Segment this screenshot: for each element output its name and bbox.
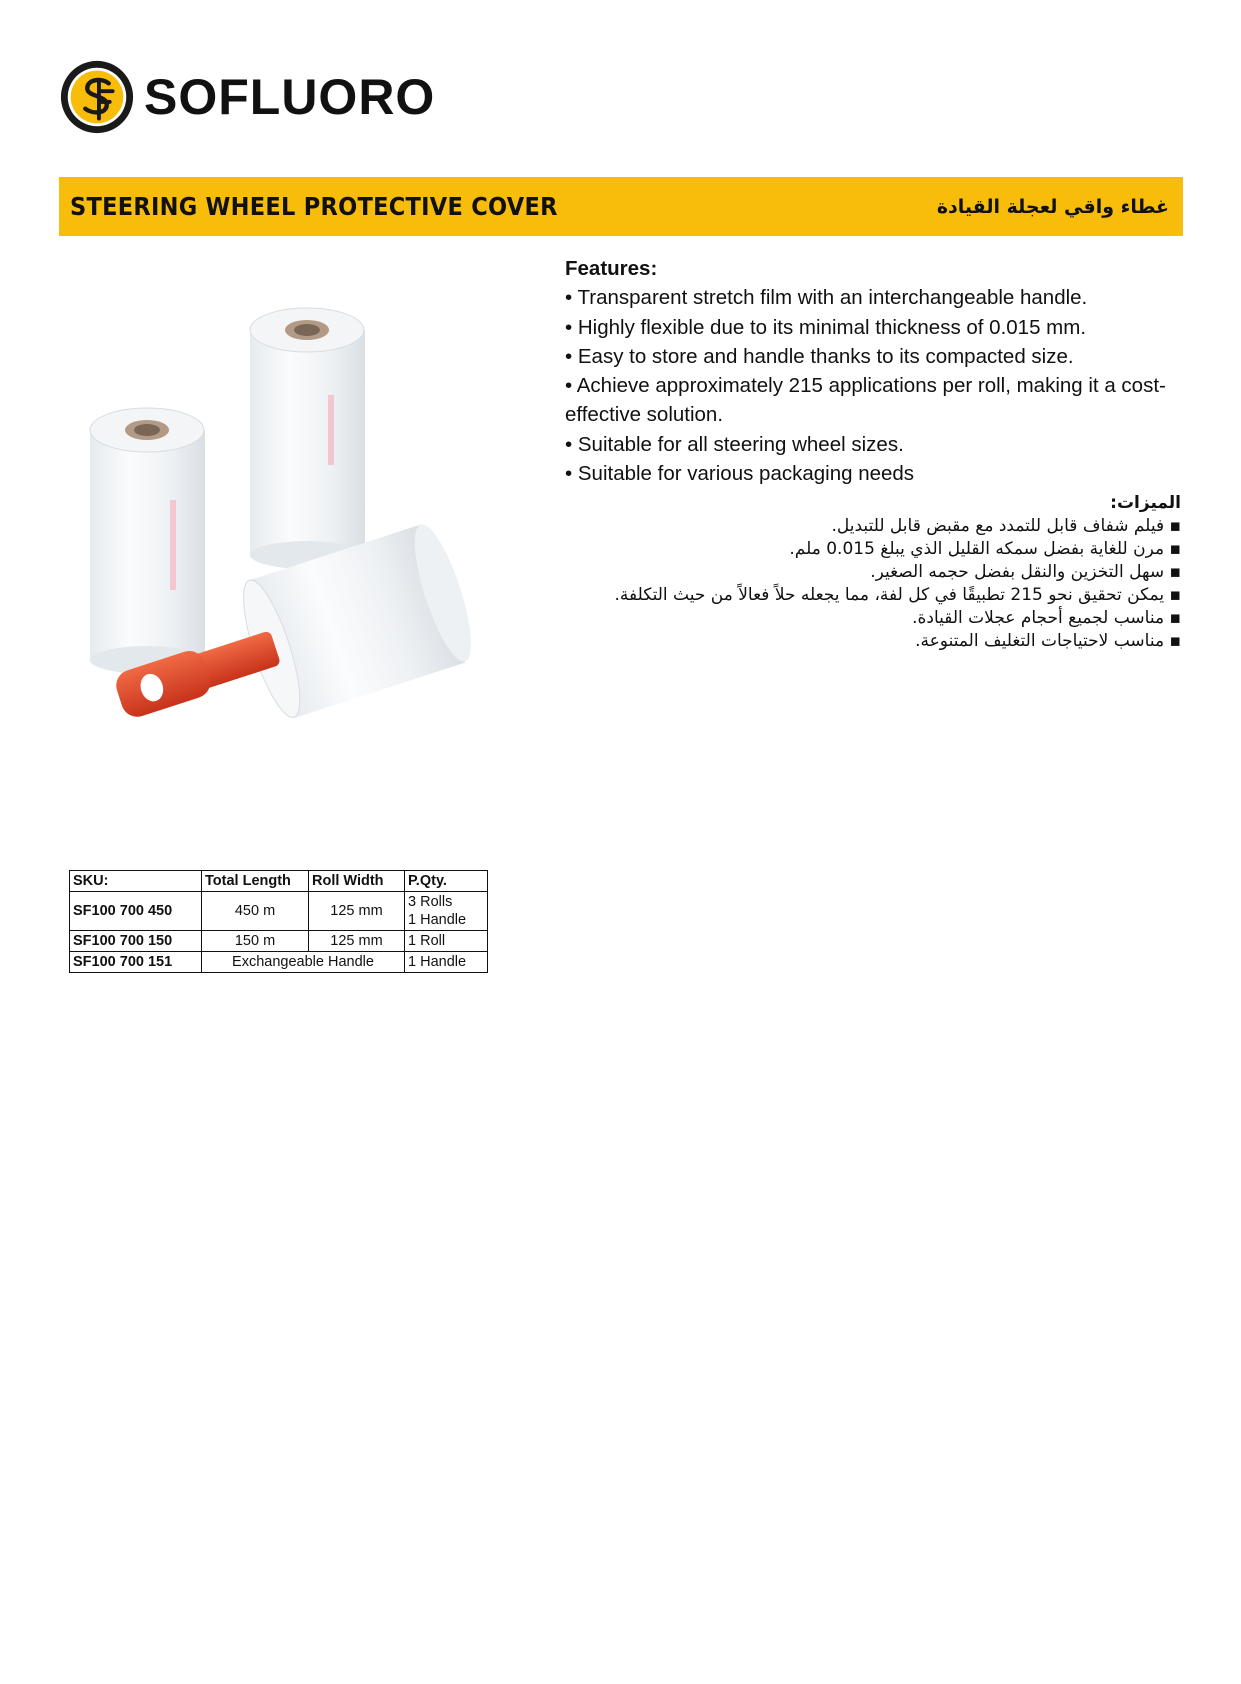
feature-item: • Suitable for various packaging needs [565, 462, 915, 486]
feature-item: • Transparent stretch film with an interchangeable handle. [565, 286, 1088, 310]
sku-cell: SF100 700 450 [70, 892, 202, 931]
length-cell: 450 m [202, 892, 309, 931]
feature-item: • Easy to store and handle thanks to its compacted size. [565, 344, 1074, 368]
features-heading-arabic: الميزات: [1110, 493, 1181, 513]
film-roll-left [90, 408, 205, 674]
brand-name: SOFLUORO [144, 69, 436, 125]
qty-cell [405, 892, 488, 931]
qty-cell: 1 Roll [405, 931, 488, 952]
sf-logo-icon [58, 58, 136, 136]
qty-cell: 1 Handle [405, 952, 488, 973]
features-heading: Features: [565, 257, 658, 280]
feature-item-arabic: ▪ مرن للغاية بفضل سمكه القليل الذي يبلغ 0.015 ملم. [789, 539, 1181, 559]
table-row [70, 931, 488, 952]
table-row [70, 892, 488, 931]
page-title: STEERING WHEEL PROTECTIVE COVER [70, 192, 558, 221]
table-header-row [70, 871, 488, 892]
spec-table [69, 870, 488, 973]
feature-item-arabic: ▪ يمكن تحقيق نحو 215 تطبيقًا في كل لفة، مما يجعله حلاً فعالاً من حيث التكلفة. [614, 585, 1181, 605]
feature-item: • Achieve approximately 215 applications per roll, making it a cost-effective solution. [565, 374, 1166, 427]
sku-cell: SF100 700 150 [70, 931, 202, 952]
film-roll-back [250, 308, 365, 569]
features-list [565, 283, 1185, 488]
length-cell: 150 m [202, 931, 309, 952]
features-english [565, 254, 1185, 488]
column-header: P.Qty. [405, 871, 488, 892]
qty-line: 3 Rolls [408, 894, 453, 910]
feature-item-arabic: ▪ سهل التخزين والنقل بفضل حجمه الصغير. [870, 562, 1181, 582]
sku-cell: SF100 700 151 [70, 952, 202, 973]
page-title-arabic: غطاء واقي لعجلة القيادة [936, 195, 1169, 218]
features-list-arabic [565, 515, 1181, 653]
description-cell: Exchangeable Handle [202, 952, 405, 973]
width-cell: 125 mm [309, 931, 405, 952]
feature-item-arabic: ▪ فيلم شفاف قابل للتمدد مع مقبض قابل للتبديل. [831, 516, 1181, 536]
width-cell: 125 mm [309, 892, 405, 931]
product-photo [70, 300, 540, 780]
column-header: SKU: [70, 871, 202, 892]
qty-line: 1 Handle [408, 912, 467, 928]
column-header: Total Length [202, 871, 309, 892]
features-arabic [565, 492, 1181, 653]
title-banner [59, 177, 1183, 236]
table-row [70, 952, 488, 973]
column-header: Roll Width [309, 871, 405, 892]
feature-item: • Suitable for all steering wheel sizes. [565, 432, 904, 456]
feature-item: • Highly flexible due to its minimal thickness of 0.015 mm. [565, 315, 1087, 339]
feature-item-arabic: ▪ مناسب لجميع أحجام عجلات القيادة. [912, 608, 1181, 628]
brand-logo [58, 58, 435, 136]
feature-item-arabic: ▪ مناسب لاحتياجات التغليف المتنوعة. [915, 631, 1181, 651]
